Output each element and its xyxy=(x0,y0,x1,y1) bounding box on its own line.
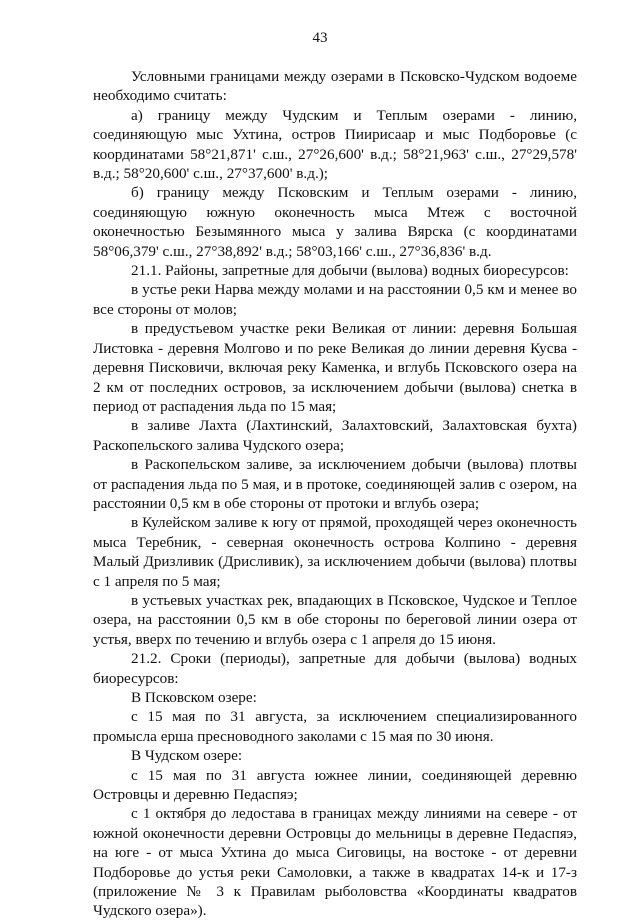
paragraph-pskovskoe-period: с 15 мая по 31 августа, за исключением специализированного промысла ерша пресноводного заколами с 15 мая по 30 июня. xyxy=(93,708,577,745)
paragraph-narva-mouth: в устье реки Нарва между молами и на расстоянии 0,5 км и менее во все стороны от молов; xyxy=(93,281,577,318)
paragraph-boundaries-intro: Условными границами между озерами в Псковско-Чудском водоеме необходимо считать: xyxy=(93,68,577,105)
page-number: 43 xyxy=(312,30,328,46)
paragraph-river-mouths: в устьевых участках рек, впадающих в Псковское, Чудское и Теплое озера, на расстоянии 0,5 км в обе стороны по береговой линии озера от устья, вверх по течению и вглубь озера с 1 апреля до 15 июня. xyxy=(93,591,577,648)
subheading-pskovskoe: В Псковском озере: xyxy=(131,689,257,706)
paragraph-lakhta-bay: в заливе Лахта (Лахтинский, Залахтовский, Залахтовская бухта) Раскопельского залива Чудского озера; xyxy=(93,417,577,454)
section-heading-21-2: 21.2. Сроки (периоды), запретные для добычи (вылова) водных биоресурсов: xyxy=(93,650,577,687)
paragraph-chudskoe-period-2: с 1 октября до ледостава в границах между линиями на севере - от южной оконечности деревни Островцы до мельницы в деревне Педаспяэ, на юге - от мыса Ухтина до мыса Сиговицы, на востоке - от деревни Подборовье до устья реки Самоловки, а также в квадратах 14-к и 17-з (приложение № 3 к Правилам рыболовства «Координаты квадратов Чудского озера»). xyxy=(93,805,577,920)
subheading-chudskoe: В Чудском озере: xyxy=(131,747,243,765)
paragraph-kuley-bay: в Кулейском заливе к югу от прямой, проходящей через оконечность мыса Теребник, - северная оконечность острова Колпино - деревня Малый Дризливик (Дрисливик), за исключением добычи (вылова) плотвы с 1 апреля по 5 мая; xyxy=(93,514,577,590)
paragraph-chudskoe-period-1: с 15 мая по 31 августа южнее линии, соединяющей деревню Островцы и деревню Педаспяэ; xyxy=(93,766,577,804)
section-heading-21-1: 21.1. Районы, запретные для добычи (вылова) водных биоресурсов: xyxy=(131,262,569,280)
paragraph-velikaya-river: в предустьевом участке реки Великая от линии: деревня Большая Листовка - деревня Молгово и по реке Великая до линии деревня Кусва - деревня Писковичи, включая реку Каменка, и вглубь Псковского озера на 2 км от последних островов, за исключением добычи (вылова) снетка в период от распадения льда по 15 мая; xyxy=(93,320,577,415)
document-body xyxy=(93,67,577,921)
paragraph-raskopel-bay: в Раскопельском заливе, за исключением добычи (вылова) плотвы от распадения льда по 5 мая, и в протоке, соединяющей залив с озером, на расстоянии 0,5 км в обе стороны от протоки и вглубь озера; xyxy=(93,456,577,512)
paragraph-boundary-chudskoe-teploe: а) границу между Чудским и Теплым озерами - линию, соединяющую мыс Ухтина, остров Пиирисаар и мыс Подборовье (с координатами 58°21,871' с.ш., 27°26,600' в.д.; 58°21,963' с.ш., 27°29,578' в.д.; 58°20,600' с.ш., 27°37,600' в.д.); xyxy=(93,106,577,183)
paragraph-boundary-pskovskoe-teploe: б) границу между Псковским и Теплым озерами - линию, соединяющую южную оконечность мыса Мтеж с восточной оконечностью Безымянного мыса у залива Вярска (с координатами 58°06,379' с.ш., 27°38,892' в.д.; 58°03,166' с.ш., 27°36,836' в.д. xyxy=(93,184,577,260)
